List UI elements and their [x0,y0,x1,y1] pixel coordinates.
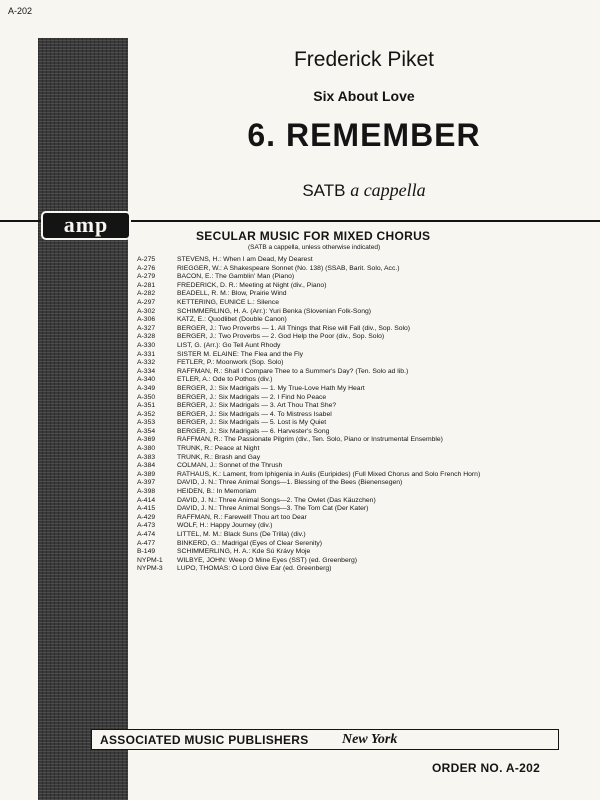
catalog-entry [137,273,577,282]
catalog-entry-description: DAVID, J. N.: Three Animal Songs—2. The Owlet (Das Käuzchen) [177,496,376,504]
catalog-entry [137,505,577,514]
catalog-entry-code: B-149 [137,548,156,556]
catalog-entry [137,471,577,480]
catalog-entry-description: BERGER, J.: Six Madrigals — 4. To Mistress Isabel [177,410,332,418]
catalog-entry [137,497,577,506]
catalog-entry-code: A-340 [137,376,156,384]
catalog-entry [137,540,577,549]
catalog-entry-description: BINKERD, G.: Madrigal (Eyes of Clear Serenity) [177,539,323,547]
catalog-entry-code: A-352 [137,410,156,418]
catalog-entry-code: A-351 [137,402,156,410]
catalog-entry-code: A-331 [137,350,156,358]
catalog-entry-code: A-477 [137,539,156,547]
catalog-entry-description: KATZ, E.: Quodlibet (Double Canon) [177,316,287,324]
catalog-entry-description: HEIDEN, B.: In Memoriam [177,488,257,496]
catalog-entry-description: BERGER, J.: Two Proverbs — 1. All Things that Rise will Fall (div., Sop. Solo) [177,324,411,332]
catalog-entry-code: A-353 [137,419,156,427]
catalog-entry [137,557,577,566]
catalog-entry [137,548,577,557]
catalog-entry-description: BEADELL, R. M.: Blow, Prairie Wind [177,290,287,298]
catalog-entry-code: A-334 [137,367,156,375]
catalog-entry-description: FREDERICK, D. R.: Meeting at Night (div., Piano) [177,281,327,289]
section-note: (SATB a cappella, unless otherwise indicated) [248,244,381,251]
catalog-entry [137,342,577,351]
catalog-entry-description: SCHIMMERLING, H. A. (Arr.): Yuri Benka (Slovenian Folk-Song) [177,307,372,315]
publisher-city: New York [342,732,398,747]
catalog-entry-code: A-398 [137,488,156,496]
catalog-entry [137,299,577,308]
catalog-entry [137,333,577,342]
catalog-entry-description: SCHIMMERLING, H. A.: Kde Sú Krávy Moje [177,548,311,556]
catalog-entry [137,531,577,540]
catalog-entry-code: A-354 [137,427,156,435]
catalog-entry-description: LIST, G. (Arr.): Go Tell Aunt Rhody [177,341,281,349]
catalog-entry [137,368,577,377]
catalog-entry-code: NYPM-1 [137,556,163,564]
catalog-entry-code: A-297 [137,298,156,306]
catalog-entry [137,445,577,454]
catalog-entry-description: BERGER, J.: Six Madrigals — 5. Lost is My Quiet [177,419,327,427]
catalog-entry-description: RAFFMAN, R.: Shall I Compare Thee to a Summer's Day? (Ten. Solo ad lib.) [177,367,409,375]
catalog-entry [137,308,577,317]
catalog-entry-description: BERGER, J.: Six Madrigals — 3. Art Thou That She? [177,402,337,410]
catalog-entry-code: A-414 [137,496,156,504]
catalog-entry-description: SISTER M. ELAINE: The Flea and the Fly [177,350,304,358]
catalog-entry-description: BERGER, J.: Six Madrigals — 1. My True-Love Hath My Heart [177,384,365,392]
catalog-entry-description: DAVID, J. N.: Three Animal Songs—1. Blessing of the Bees (Bienensegen) [177,479,403,487]
catalog-entry-description: COLMAN, J.: Sonnet of the Thrush [177,462,283,470]
catalog-entry [137,436,577,445]
catalog-entry-description: WOLF, H.: Happy Journey (div.) [177,522,273,530]
catalog-entry [137,428,577,437]
catalog-entry-description: RAFFMAN, R.: The Passionate Pilgrim (div., Ten. Solo, Piano or Instrumental Ensemble) [177,436,443,444]
catalog-entry-description: BACON, E.: The Gamblin' Man (Piano) [177,273,295,281]
catalog-entry-code: A-302 [137,307,156,315]
catalog-entry-code: A-306 [137,316,156,324]
catalog-entry [137,479,577,488]
catalog-entry [137,402,577,411]
catalog-entry [137,351,577,360]
order-number: ORDER NO. A-202 [432,761,541,775]
catalog-entry-description: BERGER, J.: Two Proverbs — 2. God Help the Poor (div., Sop. Solo) [177,333,385,341]
catalog-entry [137,565,577,574]
catalog-entry [137,316,577,325]
catalog-entry-code: A-275 [137,256,156,263]
catalog-entry [137,488,577,497]
publisher-name: ASSOCIATED MUSIC PUBLISHERS [100,733,309,747]
piece-title: 6. REMEMBER [247,117,481,153]
voicing-prefix: SATB [302,181,346,200]
catalog-entry-description: DAVID, J. N.: Three Animal Songs—3. The Tom Cat (Der Kater) [177,505,369,513]
catalog-entry-code: NYPM-3 [137,565,163,573]
catalog-entry-code: A-328 [137,333,156,341]
catalog-entry-code: A-279 [137,273,156,281]
catalog-entry [137,290,577,299]
catalog-entry-code: A-415 [137,505,156,513]
catalog-entry-code: A-474 [137,531,156,538]
catalog-entry-description: STEVENS, H.: When I am Dead, My Dearest [177,256,313,263]
catalog-entry-code: A-282 [137,290,156,298]
catalog-entry [137,411,577,420]
catalog-entry [137,454,577,463]
catalog-entry-description: TRUNK, R.: Brash and Gay [177,453,261,461]
catalog-entry-code: A-276 [137,264,156,272]
catalog-entry-code: A-383 [137,453,156,461]
catalog-list [137,256,577,574]
catalog-entry [137,256,577,265]
catalog-entry [137,419,577,428]
catalog-entry [137,359,577,368]
catalog-entry-description: WILBYE, JOHN: Weep O Mine Eyes (SST) (ed. Greenberg) [177,556,358,564]
catalog-entry-description: FETLER, P.: Moonwork (Sop. Solo) [177,359,284,367]
section-heading: SECULAR MUSIC FOR MIXED CHORUS [196,229,431,243]
publisher-box [91,729,559,750]
catalog-entry-code: A-281 [137,281,156,289]
publisher-logo: amp [41,211,131,240]
catalog-entry-code: A-380 [137,445,156,453]
composer-name: Frederick Piket [293,48,435,71]
catalog-entry-code: A-332 [137,359,156,367]
catalog-entry-code: A-389 [137,470,156,478]
decorative-side-band [38,38,128,800]
voicing-suffix: a cappella [350,180,426,200]
catalog-entry-description: BERGER, J.: Six Madrigals — 6. Harvester's Song [177,427,330,435]
catalog-entry-description: LITTEL, M. M.: Black Suns (De Trilla) (div.) [177,531,306,538]
catalog-entry-code: A-429 [137,513,156,521]
catalog-entry-description: RATHAUS, K.: Lament, from Iphigenia in Aulis (Euripides) (Full Mixed Chorus and Solo French Horn) [177,470,481,478]
catalog-entry-code: A-473 [137,522,156,530]
catalog-entry [137,394,577,403]
catalog-entry [137,522,577,531]
catalog-entry-code: A-327 [137,324,156,332]
catalog-entry-code: A-384 [137,462,156,470]
catalog-entry-description: BERGER, J.: Six Madrigals — 2. I Find No Peace [177,393,327,401]
catalog-entry-description: RAFFMAN, R.: Farewell! Thou art too Dear [177,513,307,521]
catalog-entry-description: TRUNK, R.: Peace at Night [177,445,260,453]
catalog-entry [137,385,577,394]
catalog-entry [137,282,577,291]
catalog-entry [137,376,577,385]
catalog-entry [137,325,577,334]
set-title: Six About Love [313,88,415,104]
voicing [128,180,600,201]
catalog-entry-code: A-397 [137,479,156,487]
catalog-entry-code: A-350 [137,393,156,401]
catalog-entry-description: LUPO, THOMAS: O Lord Give Ear (ed. Greenberg) [177,565,332,573]
catalog-entry-description: ETLER, A.: Ode to Pothos (div.) [177,376,273,384]
catalog-entry-code: A-330 [137,341,156,349]
catalog-entry-description: KETTERING, EUNICE L.: Silence [177,298,279,306]
catalog-code-top: A-202 [8,6,33,16]
catalog-entry [137,514,577,523]
catalog-entry [137,462,577,471]
catalog-entry [137,265,577,274]
catalog-entry-description: RIEGGER, W.: A Shakespeare Sonnet (No. 138) (SSAB, Barit. Solo, Acc.) [177,264,400,272]
catalog-entry-code: A-369 [137,436,156,444]
catalog-entry-code: A-349 [137,384,156,392]
